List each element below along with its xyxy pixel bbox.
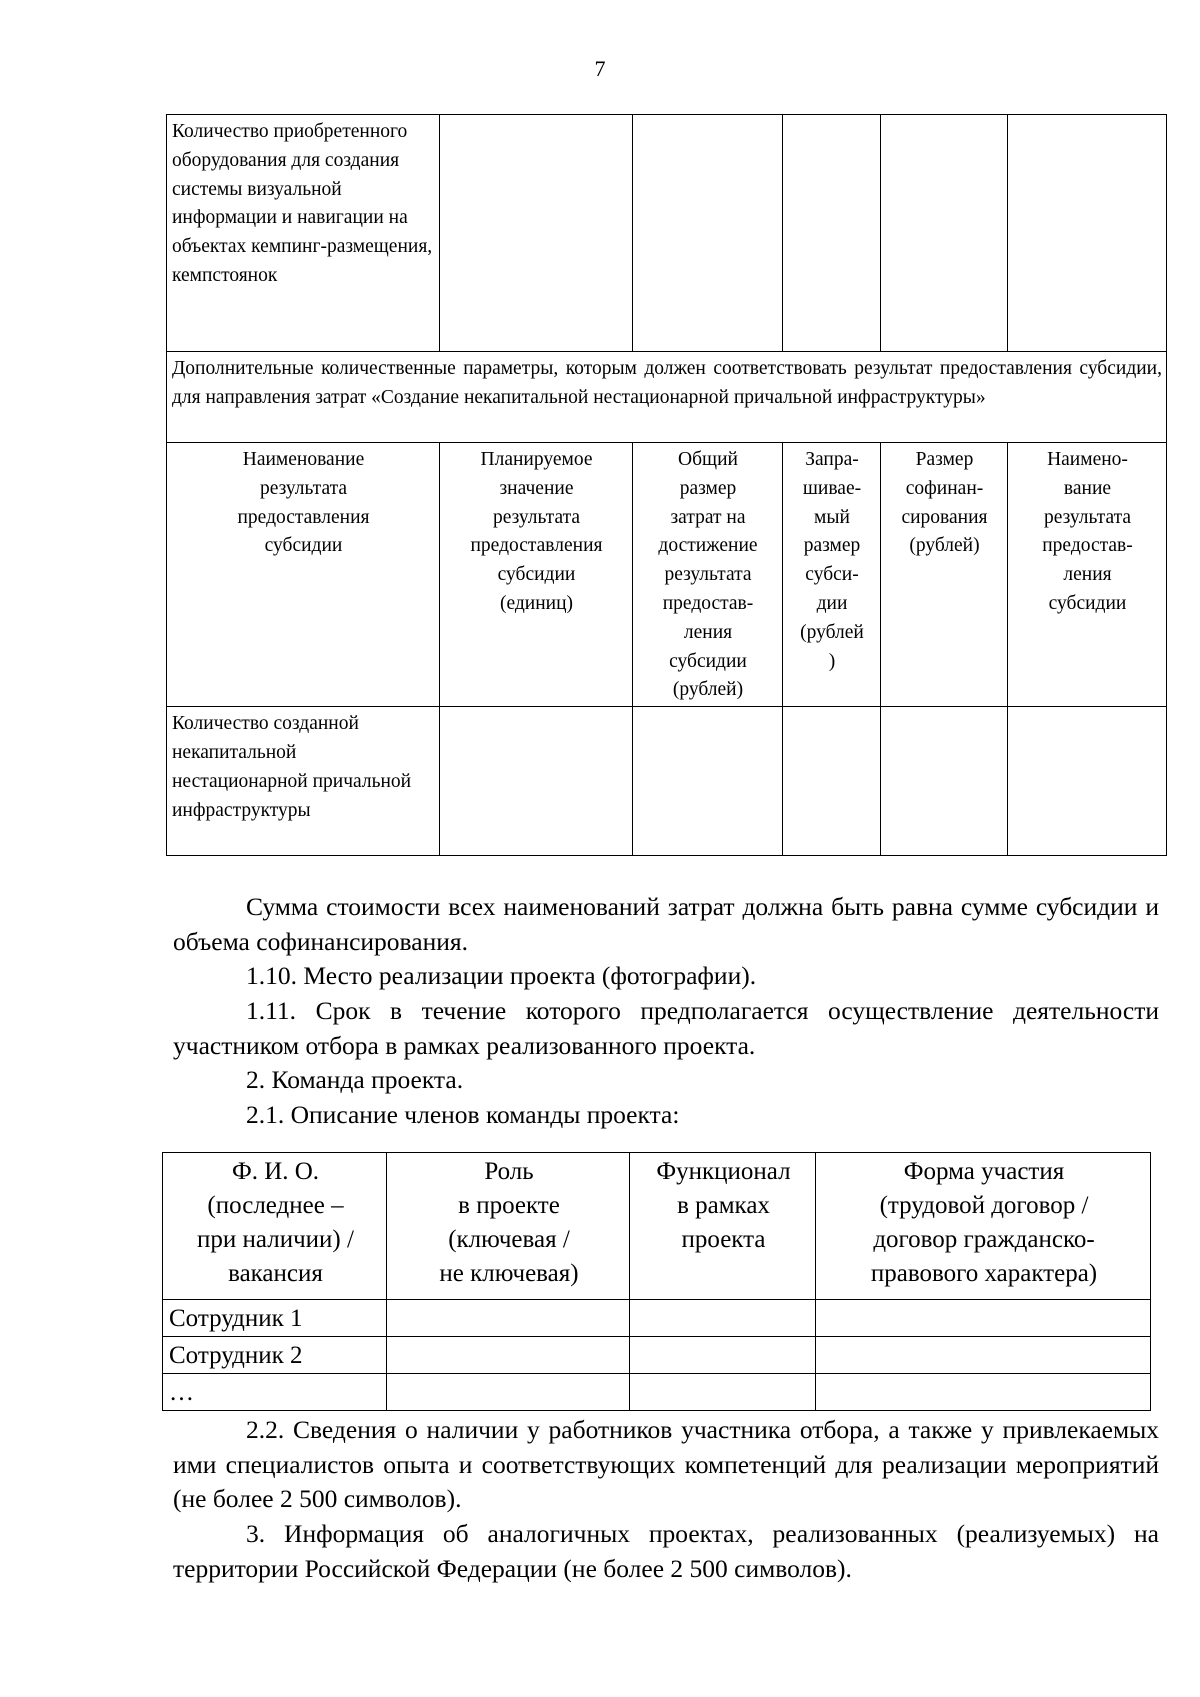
table-cell bbox=[440, 707, 633, 856]
table-row bbox=[163, 1300, 1151, 1337]
table-cell bbox=[1008, 115, 1167, 352]
table-header-row bbox=[167, 443, 1167, 707]
table-cell bbox=[816, 1300, 1151, 1337]
table-cell: Количество приобретенного оборудования для создания системы визуальной информации и навигации на объектах кемпинг-размещения, кемпстоянок bbox=[167, 115, 440, 352]
paragraph: 2.1. Описание членов команды проекта: bbox=[246, 1100, 680, 1129]
table-cell bbox=[387, 1300, 630, 1337]
paragraph: 3. Информация об аналогичных проектах, реализованных (реализуемых) на территории Российской Федерации (не более 2 500 символов). bbox=[173, 1519, 1159, 1583]
header-cell: Функционал в рамках проекта bbox=[630, 1153, 816, 1300]
header-cell: Запра- шивае- мый размер субси- дии (рублей ) bbox=[783, 443, 881, 707]
header-cell: Ф. И. О. (последнее – при наличии) / вакансия bbox=[163, 1153, 387, 1300]
table-row bbox=[167, 707, 1167, 856]
table-cell bbox=[881, 115, 1008, 352]
table-row bbox=[167, 115, 1167, 352]
header-cell: Роль в проекте (ключевая / не ключевая) bbox=[387, 1153, 630, 1300]
table-cell: … bbox=[163, 1374, 387, 1411]
team-members-table bbox=[162, 1152, 1151, 1411]
header-cell: Наимено- вание результата предостав- ления субсидии bbox=[1008, 443, 1167, 707]
table-cell bbox=[1008, 707, 1167, 856]
table-cell bbox=[633, 115, 783, 352]
table-row bbox=[163, 1374, 1151, 1411]
table-cell bbox=[783, 115, 881, 352]
header-cell: Размер софинан- сирования (рублей) bbox=[881, 443, 1008, 707]
table-cell bbox=[633, 707, 783, 856]
paragraph: 1.10. Место реализации проекта (фотографии). bbox=[246, 961, 757, 990]
table-cell bbox=[387, 1337, 630, 1374]
table-cell bbox=[440, 115, 633, 352]
header-cell: Общий размер затрат на достижение результата предостав- ления субсидии (рублей) bbox=[633, 443, 783, 707]
table-cell bbox=[783, 707, 881, 856]
table-cell bbox=[630, 1374, 816, 1411]
table-cell bbox=[816, 1374, 1151, 1411]
table-cell bbox=[630, 1337, 816, 1374]
table-row bbox=[163, 1337, 1151, 1374]
page-number: 7 bbox=[594, 56, 606, 81]
header-cell: Планируемое значение результата предоставления субсидии (единиц) bbox=[440, 443, 633, 707]
paragraph: 2. Команда проекта. bbox=[246, 1065, 464, 1094]
table-cell bbox=[881, 707, 1008, 856]
table-cell bbox=[387, 1374, 630, 1411]
table-cell: Количество созданной некапитальной нестационарной причальной инфраструктуры bbox=[167, 707, 440, 856]
subsidy-results-table bbox=[166, 114, 1167, 856]
table-cell bbox=[816, 1337, 1151, 1374]
paragraph: 1.11. Срок в течение которого предполагается осуществление деятельности участником отбора в рамках реализованного проекта. bbox=[173, 996, 1159, 1060]
table-cell: Сотрудник 2 bbox=[163, 1337, 387, 1374]
table-section-row bbox=[167, 352, 1167, 443]
table-cell bbox=[630, 1300, 816, 1337]
header-cell: Форма участия (трудовой договор / договор гражданско- правового характера) bbox=[816, 1153, 1151, 1300]
table-cell: Сотрудник 1 bbox=[163, 1300, 387, 1337]
header-cell: Наименование результата предоставления субсидии bbox=[167, 443, 440, 707]
paragraph: 2.2. Сведения о наличии у работников участника отбора, а также у привлекаемых ими специалистов опыта и соответствующих компетенций для реализации мероприятий (не более 2 500 символов). bbox=[173, 1415, 1159, 1513]
section-heading-cell: Дополнительные количественные параметры, которым должен соответствовать результат предоставления субсидии, для направления затрат «Создание некапитальной нестационарной причальной инфраструктуры» bbox=[167, 352, 1167, 443]
table-header-row bbox=[163, 1153, 1151, 1300]
paragraph: Сумма стоимости всех наименований затрат должна быть равна сумме субсидии и объема софинансирования. bbox=[173, 892, 1159, 956]
